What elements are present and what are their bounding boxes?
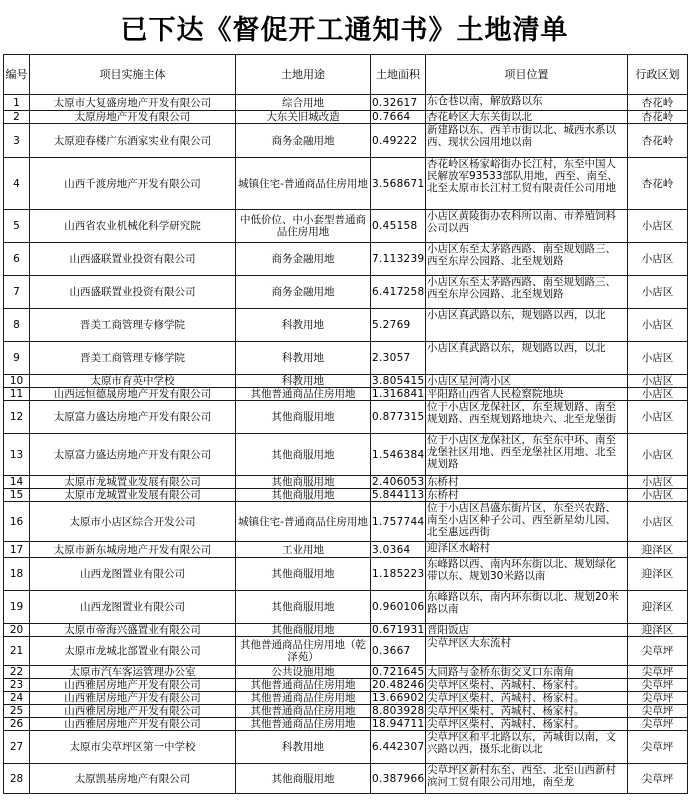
table-row [4, 111, 688, 124]
row-area: 1.546384 [371, 434, 426, 476]
row-district: 小店区 [628, 309, 688, 342]
row-area: 8.803928 [372, 705, 425, 717]
row-land-use: 其他商服用地 [236, 591, 371, 624]
row-area: 5.2769 [371, 309, 426, 342]
row-location: 东峰路以东，南内环东街以北、规划20米路以南 [426, 591, 628, 624]
row-land-use: 其他普通商品住房用地 [236, 388, 371, 401]
page-title: 已下达《督促开工通知书》土地清单 [120, 14, 569, 46]
row-location: 尖草坪区新村东至、西至、北至山西新村滨河工贸有限公司用地，南至龙 [426, 764, 628, 794]
row-district: 尖草坪 [628, 637, 688, 666]
row-entity: 山西省农业机械化科学研究院 [30, 210, 236, 243]
table-row [4, 434, 688, 476]
row-land-use: 城镇住宅-普通商品住房用地 [236, 502, 371, 542]
table-row [4, 158, 688, 210]
row-land-use: 科教用地 [236, 731, 371, 764]
row-district: 尖草坪 [628, 666, 688, 679]
row-area: 13.66902 [372, 692, 425, 704]
row-number: 17 [4, 542, 30, 558]
row-entity: 太原迎春楼广东酒家实业有限公司 [30, 124, 236, 158]
row-location: 尖草坪区柴村、芮城村、杨家村。 [426, 692, 628, 705]
row-land-use: 其他商服用地 [236, 558, 371, 591]
row-entity: 晋美工商管理专修学院 [30, 309, 236, 342]
row-land-use: 综合用地 [236, 95, 371, 111]
table-row [4, 95, 688, 111]
row-land-use: 其他普通商品住房用地 [236, 705, 371, 718]
row-location: 尖草坪区和平北路以东，芮城街以南，文兴路以西，摄乐北街以北 [426, 731, 628, 764]
row-entity: 太原市帝海兴盛置业有限公司 [30, 624, 236, 637]
row-location: 小店区星河湾小区 [426, 375, 628, 388]
row-area: 0.49222 [371, 124, 426, 158]
table-row [4, 342, 688, 375]
row-location: 位于小店区龙保社区，东至规划路、南至规划路、西至规划路地块六、北至龙堡街 [426, 401, 628, 434]
row-number: 22 [4, 666, 30, 679]
row-area: 0.3667 [371, 637, 426, 666]
row-entity: 晋美工商管理专修学院 [30, 342, 236, 375]
table-row [4, 388, 688, 401]
row-land-use: 商务金融用地 [236, 243, 371, 276]
row-land-use: 中低价位、中小套型普通商品住房用地 [236, 210, 371, 243]
table-row [4, 692, 688, 705]
header-no: 编号 [4, 55, 30, 95]
row-entity: 太原房地产开发有限公司 [30, 111, 236, 124]
table-row [4, 276, 688, 309]
row-entity: 太原市龙城置业发展有限公司 [30, 489, 236, 502]
row-location: 小店区黄陵街办农科所以南、市养殖饲料公司以西 [426, 210, 628, 243]
row-entity: 山西龙图置业有限公司 [30, 591, 236, 624]
row-number: 24 [4, 692, 30, 705]
row-entity: 太原市尖草坪区第一中学校 [30, 731, 236, 764]
row-location: 杏花岭区大东关街以北 [426, 111, 628, 124]
row-entity: 太原市汽车客运管理办公室 [30, 666, 236, 679]
row-location: 东桥村 [426, 476, 628, 489]
row-area: 1.185223 [371, 558, 426, 591]
row-location: 迎泽区水峪村 [426, 542, 628, 558]
row-location: 位于小店区昌盛东街片区，东至兴农路、南至小店区种子公司、西至新星幼儿园、北至惠远西街 [426, 502, 628, 542]
table-row [4, 476, 688, 489]
row-district: 小店区 [628, 476, 688, 489]
row-area: 3.568671 [371, 158, 426, 210]
row-number: 27 [4, 731, 30, 764]
row-entity: 山西龙图置业有限公司 [30, 558, 236, 591]
row-number: 23 [4, 679, 30, 692]
row-area: 3.805415 [372, 375, 425, 387]
row-location: 小店区真武路以东，规划路以西，以北 [426, 342, 628, 375]
row-land-use: 其他商服用地 [236, 401, 371, 434]
land-list-table [3, 54, 688, 794]
header-use: 土地用途 [236, 55, 371, 95]
row-location: 小店区东至太茅路西路、南至规划路三、西至东岸公园路、北至规划路 [426, 243, 628, 276]
row-location: 东仓巷以南，解放路以东 [426, 95, 628, 111]
row-land-use: 其他商服用地 [236, 434, 371, 476]
table-row [4, 679, 688, 692]
table-row [4, 375, 688, 388]
row-district: 小店区 [628, 489, 688, 502]
row-district: 小店区 [628, 434, 688, 476]
row-entity: 太原市大复盛房地产开发有限公司 [30, 95, 236, 111]
row-number: 2 [4, 111, 30, 124]
row-number: 8 [4, 309, 30, 342]
row-district: 杏花岭 [628, 124, 688, 158]
row-number: 12 [4, 401, 30, 434]
table-row [4, 243, 688, 276]
row-number: 1 [4, 95, 30, 111]
row-number: 13 [4, 434, 30, 476]
row-area: 6.442307 [371, 731, 426, 764]
table-row [4, 210, 688, 243]
row-land-use: 科教用地 [236, 309, 371, 342]
row-entity: 太原市新东城房地产开发有限公司 [30, 542, 236, 558]
row-location: 尖草坪区柴村、芮城村、杨家村。 [426, 679, 628, 692]
row-area: 2.406053 [372, 476, 425, 488]
table-header-row [4, 55, 688, 95]
table-row [4, 666, 688, 679]
table-row [4, 591, 688, 624]
row-number: 20 [4, 624, 30, 637]
row-district: 尖草坪 [628, 692, 688, 705]
row-area: 5.844113 [372, 489, 425, 501]
row-number: 9 [4, 342, 30, 375]
table-row [4, 124, 688, 158]
row-area: 0.721645 [372, 666, 425, 678]
row-location: 位于小店区龙保社区，东至东中环、南至龙堡社区用地、西至龙堡社区用地、北至规划路 [426, 434, 628, 476]
row-district: 杏花岭 [628, 111, 688, 124]
row-area: 0.45158 [371, 210, 426, 243]
row-land-use: 其他普通商品住房用地 [236, 718, 371, 731]
row-entity: 太原市小店区综合开发公司 [30, 502, 236, 542]
row-land-use: 科教用地 [236, 342, 371, 375]
row-area: 6.417258 [371, 276, 426, 309]
table-row [4, 718, 688, 731]
row-land-use: 城镇住宅-普通商品住房用地 [236, 158, 371, 210]
row-land-use: 其他商服用地 [236, 624, 371, 637]
row-district: 小店区 [628, 243, 688, 276]
header-location: 项目位置 [426, 55, 628, 95]
table-row [4, 502, 688, 542]
row-land-use: 其他普通商品住房用地 [236, 679, 371, 692]
row-district: 小店区 [628, 388, 688, 401]
row-district: 迎泽区 [628, 624, 688, 637]
row-land-use: 其他普通商品住房用地（乾泽苑） [236, 637, 371, 666]
row-area: 1.757744 [371, 502, 426, 542]
row-land-use: 工业用地 [236, 542, 371, 558]
row-location: 东峰路以西、南内环东街以北、规划绿化带以东、规划30米路以南 [426, 558, 628, 591]
row-number: 19 [4, 591, 30, 624]
row-district: 尖草坪 [628, 718, 688, 731]
row-area: 0.671931 [372, 624, 425, 636]
row-district: 小店区 [628, 502, 688, 542]
row-district: 迎泽区 [628, 558, 688, 591]
table-row [4, 309, 688, 342]
row-location: 平阳路山西省人民检察院地块 [426, 388, 628, 401]
row-area: 2.3057 [371, 342, 426, 375]
row-location: 尖草坪区柴村、芮城村、杨家村。 [426, 705, 628, 718]
row-land-use: 其他普通商品住房用地 [236, 692, 371, 705]
row-entity: 太原富力盛达房地产开发有限公司 [30, 434, 236, 476]
row-entity: 山西雅居房地产开发有限公司 [30, 692, 236, 705]
row-area: 0.7664 [371, 111, 426, 124]
row-number: 28 [4, 764, 30, 794]
row-area: 7.113239 [371, 243, 426, 276]
table-row [4, 624, 688, 637]
row-number: 16 [4, 502, 30, 542]
table-row [4, 764, 688, 794]
row-entity: 山西雅居房地产开发有限公司 [30, 718, 236, 731]
table-row [4, 489, 688, 502]
row-location: 东桥村 [426, 489, 628, 502]
row-location: 新建路以东、西羊市街以北、城西水系以西、现状公园用地以南 [426, 124, 628, 158]
row-district: 尖草坪 [628, 764, 688, 794]
row-number: 4 [4, 158, 30, 210]
row-district: 尖草坪 [628, 679, 688, 692]
row-area: 18.94711 [372, 718, 425, 730]
row-district: 尖草坪 [628, 731, 688, 764]
row-area: 1.316841 [372, 388, 425, 400]
row-number: 3 [4, 124, 30, 158]
row-location: 尖草坪区柴村、芮城村、杨家村。 [426, 718, 628, 731]
row-land-use: 其他商服用地 [236, 489, 371, 502]
row-district: 小店区 [628, 401, 688, 434]
row-entity: 山西雅居房地产开发有限公司 [30, 705, 236, 718]
row-number: 18 [4, 558, 30, 591]
row-district: 杏花岭 [628, 158, 688, 210]
row-number: 10 [4, 375, 30, 388]
row-district: 迎泽区 [628, 542, 688, 558]
header-area: 土地面积 [371, 55, 426, 95]
row-location: 小店区真武路以东，规划路以西，以北 [426, 309, 628, 342]
row-area: 0.960106 [371, 591, 426, 624]
row-area: 3.0364 [371, 542, 426, 558]
row-entity: 山西盛联置业投资有限公司 [30, 276, 236, 309]
row-area: 20.48246 [372, 679, 425, 691]
row-entity: 太原凯基房地产有限公司 [30, 764, 236, 794]
row-district: 尖草坪 [628, 705, 688, 718]
row-district: 小店区 [628, 210, 688, 243]
table-row [4, 705, 688, 718]
row-district: 小店区 [628, 276, 688, 309]
row-number: 21 [4, 637, 30, 666]
row-entity: 山西雅居房地产开发有限公司 [30, 679, 236, 692]
table-row [4, 637, 688, 666]
row-entity: 太原市育英中学校 [30, 375, 236, 388]
row-land-use: 科教用地 [236, 375, 371, 388]
row-area: 0.32617 [371, 95, 426, 111]
row-entity: 山西盛联置业投资有限公司 [30, 243, 236, 276]
row-entity: 太原富力盛达房地产开发有限公司 [30, 401, 236, 434]
row-district: 杏花岭 [628, 95, 688, 111]
row-land-use: 公共设施用地 [236, 666, 371, 679]
row-location: 大同路与金桥东街交叉口东南角 [426, 666, 628, 679]
table-row [4, 558, 688, 591]
row-district: 迎泽区 [628, 591, 688, 624]
row-number: 15 [4, 489, 30, 502]
row-area: 0.877315 [371, 401, 426, 434]
row-entity: 太原市龙城置业发展有限公司 [30, 476, 236, 489]
row-district: 小店区 [628, 342, 688, 375]
row-number: 25 [4, 705, 30, 718]
row-number: 7 [4, 276, 30, 309]
row-number: 26 [4, 718, 30, 731]
row-location: 小店区东至太茅路西路、南至规划路三、西至东岸公园路、北至规划路 [426, 276, 628, 309]
row-district: 小店区 [628, 375, 688, 388]
table-row [4, 542, 688, 558]
row-number: 5 [4, 210, 30, 243]
row-entity: 山西远恒德晟房地产开发有限公司 [30, 388, 236, 401]
table-row [4, 731, 688, 764]
table-row [4, 401, 688, 434]
row-land-use: 商务金融用地 [236, 276, 371, 309]
row-entity: 太原市龙城北部置业有限公司 [30, 637, 236, 666]
row-land-use: 其他商服用地 [236, 476, 371, 489]
row-location: 杏花岭区杨家峪街办长江村，东至中国人民解放军93533部队用地，西至、南至、北至太原市长江村工贸有限责任公司用地 [426, 158, 628, 210]
row-location: 晋阳饭店 [426, 624, 628, 637]
row-number: 11 [4, 388, 30, 401]
row-location: 尖草坪区大东流村 [426, 637, 628, 666]
row-number: 14 [4, 476, 30, 489]
header-district: 行政区划 [628, 55, 688, 95]
header-entity: 项目实施主体 [30, 55, 236, 95]
row-number: 6 [4, 243, 30, 276]
row-land-use: 大东关旧城改造 [236, 111, 371, 124]
row-entity: 山西千渡房地产开发有限公司 [30, 158, 236, 210]
row-land-use: 商务金融用地 [236, 124, 371, 158]
row-land-use: 其他商服用地 [236, 764, 371, 794]
row-area: 0.387966 [371, 764, 426, 794]
